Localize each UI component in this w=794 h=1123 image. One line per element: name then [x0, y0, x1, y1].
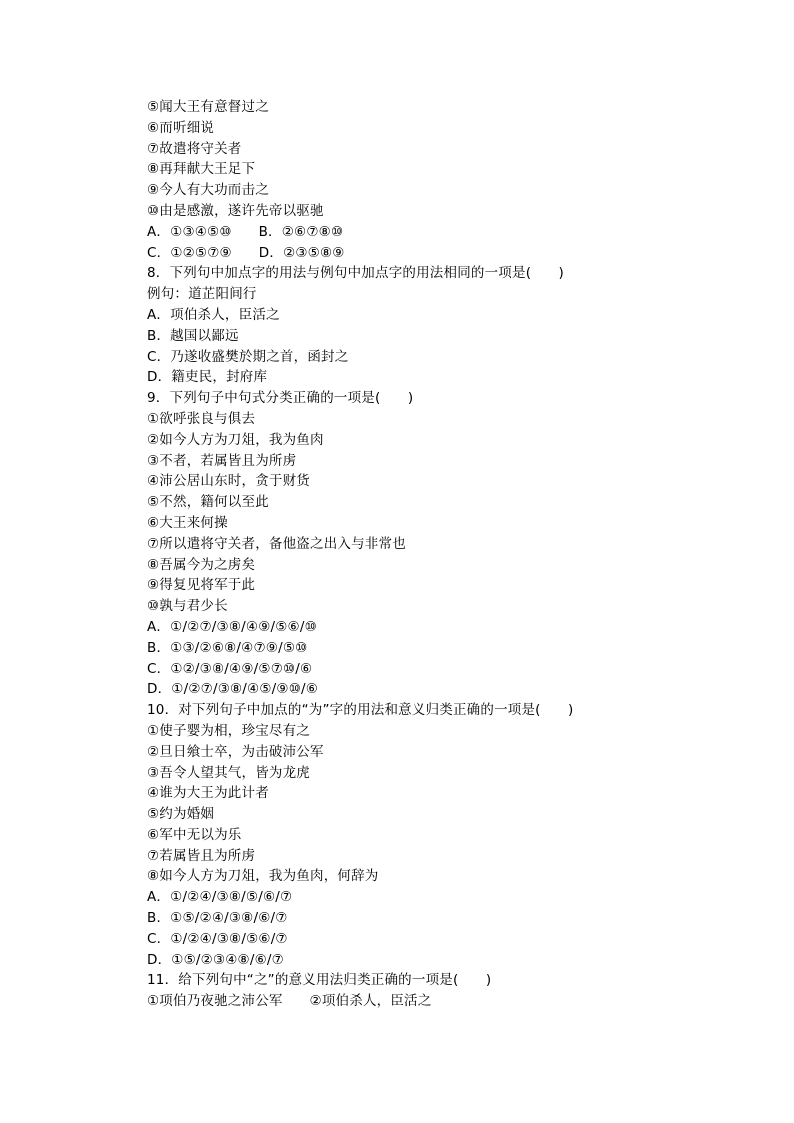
text-line: ①项伯乃夜驰之沛公军 ②项伯杀人，臣活之 — [147, 993, 432, 1010]
text-line: ⑧吾属今为之虏矣 — [147, 556, 256, 573]
text-line: ⑨得复见将军于此 — [147, 577, 256, 594]
text-line: 10．对下列句子中加点的“为”字的用法和意义归类正确的一项是( ) — [147, 702, 574, 719]
text-line: ②如今人方为刀俎，我为鱼肉 — [147, 431, 324, 448]
text-line: ⑤约为婚姻 — [147, 806, 215, 823]
text-line: ⑧再拜献大王足下 — [147, 161, 256, 178]
text-line: 8．下列句中加点字的用法与例句中加点字的用法相同的一项是( ) — [147, 265, 565, 282]
text-line: ⑤不然，籍何以至此 — [147, 494, 269, 511]
text-line: ③吾令人望其气，皆为龙虎 — [147, 764, 311, 781]
text-line: A．项伯杀人，臣活之 — [147, 306, 280, 323]
text-line: ⑩孰与君少长 — [147, 598, 228, 615]
text-line: C．①②⑤⑦⑨ D．②③⑤⑧⑨ — [147, 244, 345, 261]
text-line: ⑦故遣将守关者 — [147, 140, 242, 157]
text-line: ⑤闻大王有意督过之 — [147, 99, 269, 115]
text-line: A．①/②④/③⑧/⑤/⑥/⑦ — [147, 889, 293, 906]
text-line: 11．给下列句中“之”的意义用法归类正确的一项是( ) — [147, 972, 492, 989]
text-line: ⑥大王来何操 — [147, 514, 228, 531]
text-line: D．籍吏民，封府库 — [147, 369, 268, 386]
text-line: ⑦所以遣将守关者，备他盗之出入与非常也 — [147, 535, 406, 552]
text-line: A．①③④⑤⑩ B．②⑥⑦⑧⑩ — [147, 223, 344, 240]
text-line: ②旦日飨士卒，为击破沛公军 — [147, 743, 324, 760]
text-line: D．①⑤/②③④⑧/⑥/⑦ — [147, 951, 284, 968]
text-line: C．乃遂收盛樊於期之首，函封之 — [147, 348, 349, 365]
text-line: ⑩由是感激，遂许先帝以驱驰 — [147, 202, 324, 219]
text-line: D．①/②⑦/③⑧/④⑤/⑨⑩/⑥ — [147, 681, 319, 698]
text-line: ⑥军中无以为乐 — [147, 826, 242, 843]
text-line: ⑧如今人方为刀俎，我为鱼肉，何辞为 — [147, 868, 379, 885]
text-line: B．越国以鄙远 — [147, 327, 239, 344]
text-line: C．①②/③⑧/④⑨/⑤⑦⑩/⑥ — [147, 660, 313, 677]
text-line: ①欲呼张良与俱去 — [147, 410, 256, 427]
text-line: A．①/②⑦/③⑧/④⑨/⑤⑥/⑩ — [147, 618, 317, 635]
text-line: ④谁为大王为此计者 — [147, 785, 269, 802]
text-line: B．①⑤/②④/③⑧/⑥/⑦ — [147, 910, 288, 927]
text-line: 例句：道芷阳间行 — [147, 286, 257, 303]
text-line: C．①/②④/③⑧/⑤⑥/⑦ — [147, 930, 288, 947]
text-line: ①使子婴为相，珍宝尽有之 — [147, 722, 311, 739]
text-line: B．①③/②⑥⑧/④⑦⑨/⑤⑩ — [147, 639, 308, 656]
text-line: ⑦若属皆且为所虏 — [147, 847, 256, 864]
text-line: ⑨今人有大功而击之 — [147, 182, 269, 199]
text-line: ③不者，若属皆且为所虏 — [147, 452, 297, 469]
text-line: ④沛公居山东时，贪于财货 — [147, 473, 311, 490]
document-page — [147, 97, 707, 1012]
text-line: ⑥而听细说 — [147, 119, 215, 136]
text-line: 9．下列句子中句式分类正确的一项是( ) — [147, 390, 414, 407]
